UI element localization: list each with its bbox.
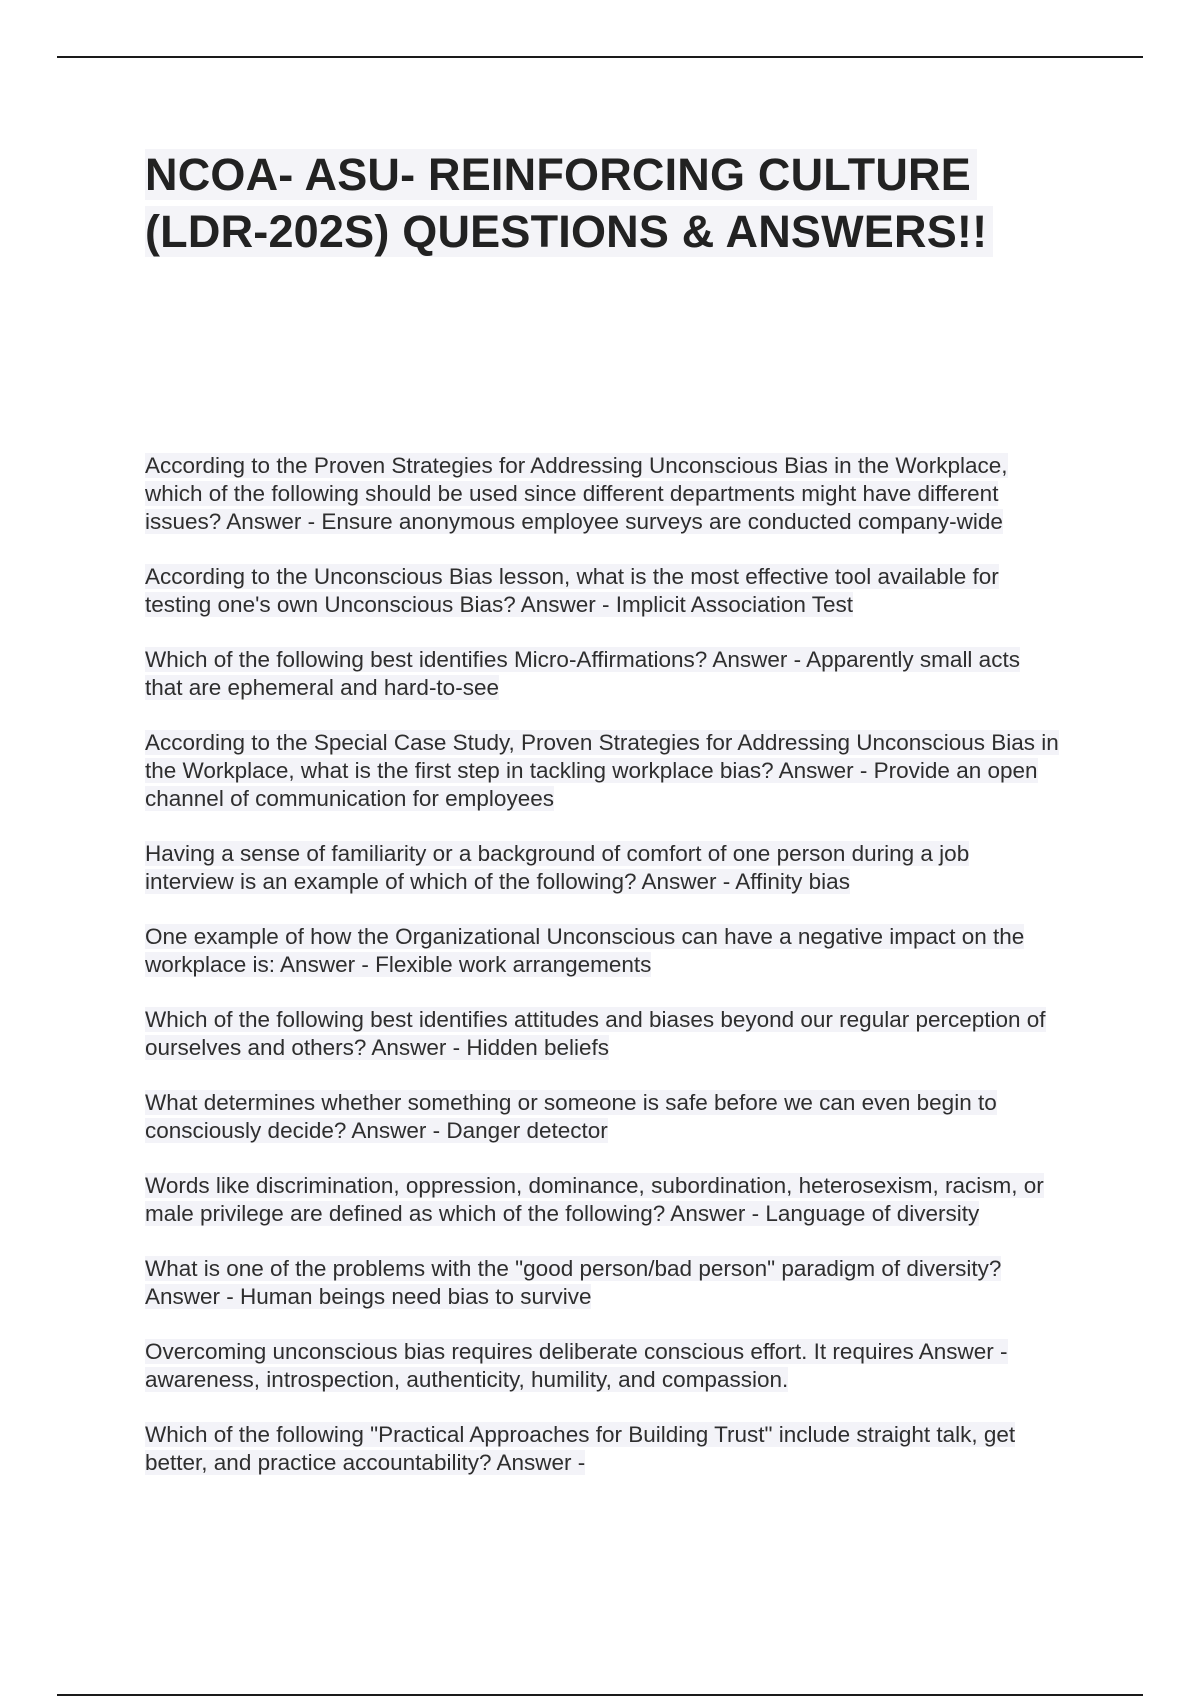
qa-item-5 — [145, 840, 1060, 896]
document-title — [145, 146, 1055, 260]
qa-item-2 — [145, 563, 1060, 619]
qa-text: Which of the following "Practical Approaches for Building Trust" include straight talk, get better, and practice accountability? Answer - — [145, 1422, 1016, 1475]
qa-text: One example of how the Organizational Unconscious can have a negative impact on the workplace is: Answer - Flexible work arrangements — [145, 924, 1025, 977]
qa-text: According to the Unconscious Bias lesson, what is the most effective tool available for testing one's own Unconscious Bias? Answer - Implicit Association Test — [145, 564, 999, 617]
qa-list — [145, 452, 1060, 1504]
qa-item-9 — [145, 1172, 1060, 1228]
qa-text: Overcoming unconscious bias requires deliberate conscious effort. It requires Answer - awareness, introspection, authenticity, humility, and compassion. — [145, 1339, 1008, 1392]
document-title-text: NCOA- ASU- REINFORCING CULTURE (LDR-202S) QUESTIONS & ANSWERS!! — [145, 149, 993, 257]
qa-item-4 — [145, 729, 1060, 813]
qa-item-8 — [145, 1089, 1060, 1145]
qa-item-11 — [145, 1338, 1060, 1394]
qa-item-12 — [145, 1421, 1060, 1477]
qa-item-3 — [145, 646, 1060, 702]
bottom-divider — [57, 1694, 1143, 1696]
qa-text: Which of the following best identifies attitudes and biases beyond our regular perception of ourselves and others? Answer - Hidden beliefs — [145, 1007, 1046, 1060]
qa-text: What determines whether something or someone is safe before we can even begin to consciously decide? Answer - Danger detector — [145, 1090, 997, 1143]
qa-text: According to the Proven Strategies for Addressing Unconscious Bias in the Workplace, which of the following should be used since different departments might have different issues? Answer - Ensure anonymous employee surveys are conducted company-wide — [145, 453, 1008, 534]
qa-item-10 — [145, 1255, 1060, 1311]
qa-text: Having a sense of familiarity or a background of comfort of one person during a job interview is an example of which of the following? Answer - Affinity bias — [145, 841, 970, 894]
top-divider — [57, 56, 1143, 58]
qa-text: Which of the following best identifies Micro-Affirmations? Answer - Apparently small acts that are ephemeral and hard-to-see — [145, 647, 1020, 700]
qa-item-7 — [145, 1006, 1060, 1062]
qa-item-1 — [145, 452, 1060, 536]
qa-text: What is one of the problems with the "good person/bad person" paradigm of diversity? Answer - Human beings need bias to survive — [145, 1256, 1002, 1309]
qa-item-6 — [145, 923, 1060, 979]
qa-text: Words like discrimination, oppression, dominance, subordination, heterosexism, racism, or male privilege are defined as which of the following? Answer - Language of diversity — [145, 1173, 1044, 1226]
qa-text: According to the Special Case Study, Proven Strategies for Addressing Unconscious Bias in the Workplace, what is the first step in tackling workplace bias? Answer - Provide an open channel of communication for employees — [145, 730, 1059, 811]
